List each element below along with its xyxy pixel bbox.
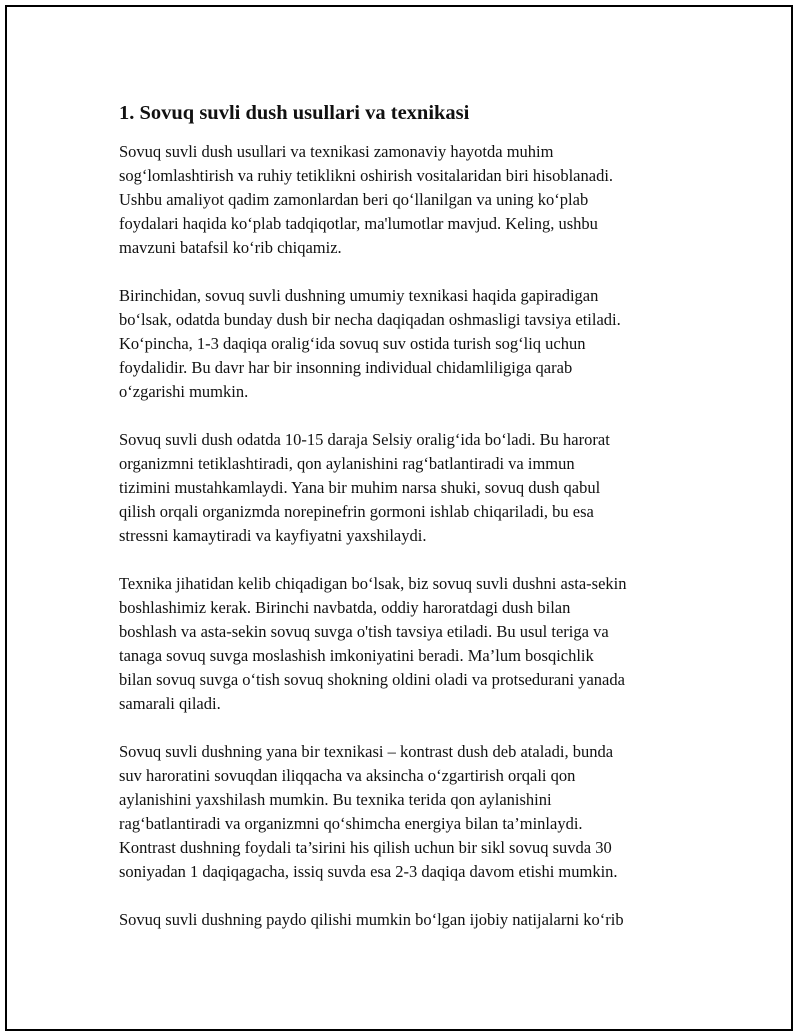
section-heading: 1. Sovuq suvli dush usullari va texnikasi: [119, 102, 470, 124]
text-line: boshlashimiz kerak. Birinchi navbatda, oddiy haroratdagi dush bilan: [119, 598, 571, 617]
text-line: Kontrast dushning foydali ta’sirini his qilish uchun bir sikl sovuq suvda 30: [119, 838, 612, 857]
text-line: organizmni tetiklashtiradi, qon aylanishini rag‘batlantiradi va immun: [119, 454, 575, 473]
text-line: stressni kamaytiradi va kayfiyatni yaxshilaydi.: [119, 526, 427, 545]
paragraph-6: [119, 908, 709, 932]
text-line: soniyadan 1 daqiqagacha, issiq suvda esa 2-3 daqiqa davom etishi mumkin.: [119, 862, 618, 881]
text-line: Texnika jihatidan kelib chiqadigan bo‘lsak, biz sovuq suvli dushni asta-sekin: [119, 574, 627, 593]
text-line: suv haroratini sovuqdan iliqqacha va aksincha o‘zgartirish orqali qon: [119, 766, 576, 785]
text-line: Sovuq suvli dush odatda 10-15 daraja Selsiy oralig‘ida bo‘ladi. Bu harorat: [119, 430, 610, 449]
text-line: boshlash va asta-sekin sovuq suvga o'tish tavsiya etiladi. Bu usul teriga va: [119, 622, 609, 641]
paragraph-1: [119, 140, 709, 260]
paragraph-3: [119, 428, 709, 548]
paragraph-5: [119, 740, 709, 884]
text-line: Sovuq suvli dushning paydo qilishi mumkin bo‘lgan ijobiy natijalarni ko‘rib: [119, 910, 624, 929]
text-line: Sovuq suvli dush usullari va texnikasi zamonaviy hayotda muhim: [119, 142, 554, 161]
text-line: bilan sovuq suvga o‘tish sovuq shokning oldini oladi va protsedurani yanada: [119, 670, 625, 689]
text-line: samarali qiladi.: [119, 694, 221, 713]
text-line: bo‘lsak, odatda bunday dush bir necha daqiqadan oshmasligi tavsiya etiladi.: [119, 310, 621, 329]
document-body: [119, 101, 709, 956]
text-line: o‘zgarishi mumkin.: [119, 382, 249, 401]
text-line: sog‘lomlashtirish va ruhiy tetiklikni oshirish vositalaridan biri hisoblanadi.: [119, 166, 614, 185]
text-line: Sovuq suvli dushning yana bir texnikasi – kontrast dush deb ataladi, bunda: [119, 742, 614, 761]
paragraph-4: [119, 572, 709, 716]
text-line: foydalari haqida ko‘plab tadqiqotlar, ma'lumotlar mavjud. Keling, ushbu: [119, 214, 598, 233]
text-line: foydalidir. Bu davr har bir insonning individual chidamliligiga qarab: [119, 358, 573, 377]
text-line: tanaga sovuq suvga moslashish imkoniyatini beradi. Ma’lum bosqichlik: [119, 646, 594, 665]
text-line: aylanishini yaxshilash mumkin. Bu texnika terida qon aylanishini: [119, 790, 552, 809]
paragraph-2: [119, 284, 709, 404]
text-line: qilish orqali organizmda norepinefrin gormoni ishlab chiqariladi, bu esa: [119, 502, 594, 521]
text-line: rag‘batlantiradi va organizmni qo‘shimcha energiya bilan ta’minlaydi.: [119, 814, 583, 833]
text-line: Ko‘pincha, 1-3 daqiqa oralig‘ida sovuq suv ostida turish sog‘liq uchun: [119, 334, 586, 353]
page-frame: [5, 5, 793, 1031]
text-line: tizimini mustahkamlaydi. Yana bir muhim narsa shuki, sovuq dush qabul: [119, 478, 601, 497]
text-line: Ushbu amaliyot qadim zamonlardan beri qo‘llanilgan va uning ko‘plab: [119, 190, 589, 209]
text-line: mavzuni batafsil ko‘rib chiqamiz.: [119, 238, 342, 257]
text-line: Birinchidan, sovuq suvli dushning umumiy texnikasi haqida gapiradigan: [119, 286, 599, 305]
